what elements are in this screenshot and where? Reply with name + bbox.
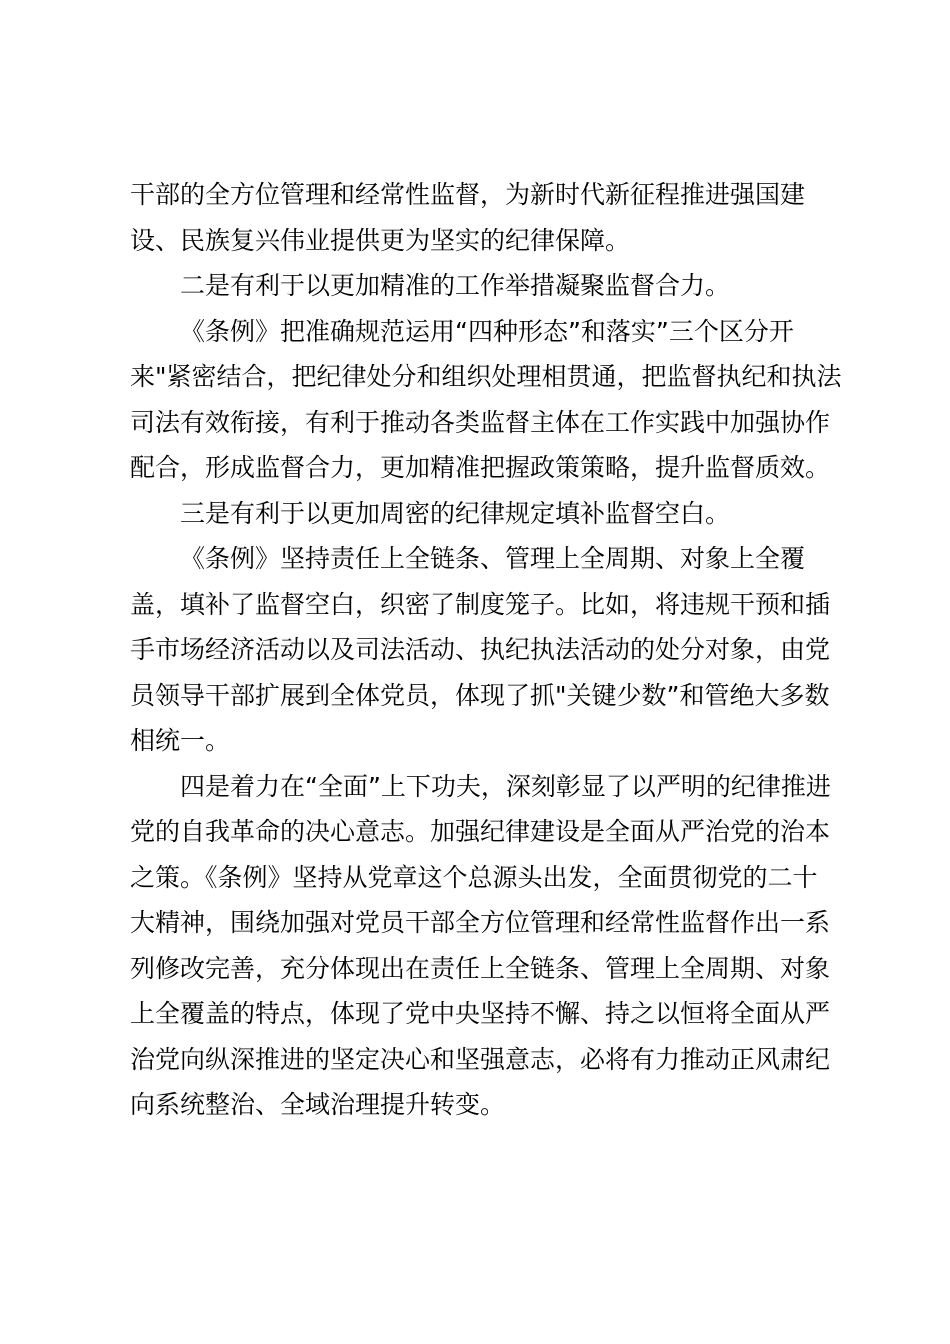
text-line: 向系统整治、全域治理提升转变。 <box>130 1090 506 1119</box>
text-line: 司法有效衔接，有利于推动各类监督主体在工作实践中加强协作 <box>130 407 831 437</box>
text-line: 来"紧密结合，把纪律处分和组织处理相贯通，把监督执纪和执法 <box>130 362 842 391</box>
text-line: 《条例》把准确规范运用“四种形态”和落实”三个区分开 <box>180 316 794 346</box>
text-line: 列修改完善，充分体现出在责任上全链条、管理上全周期、对象 <box>130 953 831 983</box>
text-line: 干部的全方位管理和经常性监督，为新时代新征程推进强国建 <box>130 180 806 209</box>
text-line: 设、民族复兴伟业提供更为坚实的纪律保障。 <box>130 225 631 255</box>
text-line: 党的自我革命的决心意志。加强纪律建设是全面从严治党的治本 <box>130 817 831 846</box>
text-line: 盖，填补了监督空白，织密了制度笼子。比如，将违规干预和插 <box>130 589 831 619</box>
text-line-heading: 二是有利于以更加精准的工作举措凝聚监督合力。 <box>180 271 731 300</box>
text-line: 大精神，围绕加强对党员干部全方位管理和经常性监督作出一系 <box>130 908 831 937</box>
text-line: 配合，形成监督合力，更加精准把握政策策略，提升监督质效。 <box>130 453 831 482</box>
body-text <box>130 172 842 1128</box>
text-line: 《条例》坚持责任上全链条、管理上全周期、对象上全覆 <box>180 544 806 573</box>
text-line: 员领导干部扩展到全体党员，体现了抓"关键少数”和管绝大多数 <box>130 680 830 710</box>
text-line: 手市场经济活动以及司法活动、执纪执法活动的处分对象，由党 <box>130 635 831 664</box>
text-line: 四是着力在“全面”上下功夫，深刻彰显了以严明的纪律推进 <box>180 771 831 801</box>
text-line: 相统一。 <box>130 726 231 755</box>
text-line-heading: 三是有利于以更加周密的纪律规定填补监督空白。 <box>180 498 731 528</box>
text-line: 治党向纵深推进的坚定决心和坚强意志，必将有力推动正风肃纪 <box>130 1044 831 1074</box>
text-line: 上全覆盖的特点，体现了党中央坚持不懈、持之以恒将全面从严 <box>130 999 831 1028</box>
text-line: 之策。《条例》坚持从党章这个总源头出发，全面贯彻党的二十 <box>130 862 818 892</box>
